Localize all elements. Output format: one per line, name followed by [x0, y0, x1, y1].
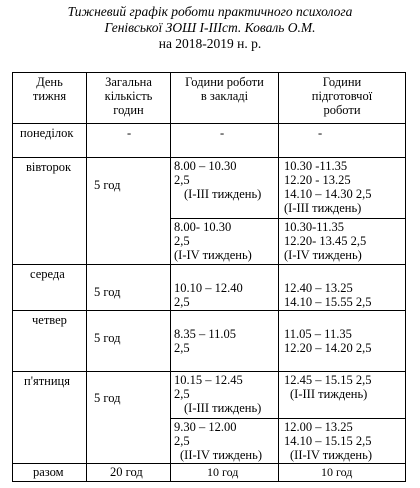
- day-monday: понеділок: [20, 126, 74, 140]
- total-school-hours: 10 год: [207, 465, 239, 479]
- monday-school: -: [220, 126, 225, 140]
- tuesday-school-b: 8.00- 10.30 2,5 (І-ІV тиждень): [174, 220, 252, 262]
- friday-prep-b: 12.00 – 13.25 14.10 – 15.15 2,5 (ІІ-ІV тиждень): [284, 420, 372, 462]
- total-prep-hours: 10 год: [321, 465, 353, 479]
- total-label: разом: [33, 465, 64, 479]
- thursday-total: 5 год: [94, 331, 121, 345]
- friday-school-a: 10.15 – 12.45 2,5 (І-ІІІ тиждень): [174, 373, 262, 415]
- thursday-school: 8.35 – 11.05 2,5: [174, 327, 237, 355]
- header-total-hours: Загальна кількість годин: [104, 75, 153, 117]
- header-school-hours: Години роботи в закладі: [185, 75, 264, 103]
- day-tuesday: вівторок: [26, 160, 72, 174]
- tuesday-school-a: 8.00 – 10.30 2,5 (І-ІІІ тиждень): [174, 159, 262, 201]
- title-line-2: Генівської ЗОШ І-ІІІст. Коваль О.М.: [104, 20, 316, 35]
- thursday-prep: 11.05 – 11.35 12.20 – 14.20 2,5: [284, 327, 372, 355]
- header-prep-hours: Години підготовчої роботи: [311, 75, 373, 117]
- header-day: День тижня: [32, 75, 67, 103]
- friday-prep-a: 12.45 – 15.15 2,5 (І-ІІІ тиждень): [284, 373, 372, 401]
- day-wednesday: середа: [30, 267, 65, 281]
- total-hours: 20 год: [110, 465, 143, 479]
- tuesday-prep-b: 10.30-11.35 12.20- 13.45 2,5 (І-ІV тиждень): [284, 220, 367, 262]
- title-line-3: на 2018-2019 н. р.: [158, 36, 262, 51]
- day-friday: п'ятниця: [24, 374, 70, 388]
- tuesday-total: 5 год: [94, 178, 121, 192]
- friday-total: 5 год: [94, 391, 121, 405]
- wednesday-total: 5 год: [94, 285, 121, 299]
- wednesday-prep: 12.40 – 13.25 14.10 – 15.55 2,5: [284, 281, 372, 309]
- monday-prep: -: [318, 126, 323, 140]
- tuesday-prep-a: 10.30 -11.35 12.20 - 13.25 14.10 – 14.30 2,5 (І-ІІІ тиждень): [284, 159, 372, 215]
- day-thursday: четвер: [32, 313, 67, 327]
- title-line-1: Тижневий графік роботи практичного психолога: [67, 4, 353, 19]
- friday-school-b: 9.30 – 12.00 2,5 (ІІ-ІV тиждень): [174, 420, 262, 462]
- monday-total: -: [127, 126, 132, 140]
- wednesday-school: 10.10 – 12.40 2,5: [174, 281, 243, 309]
